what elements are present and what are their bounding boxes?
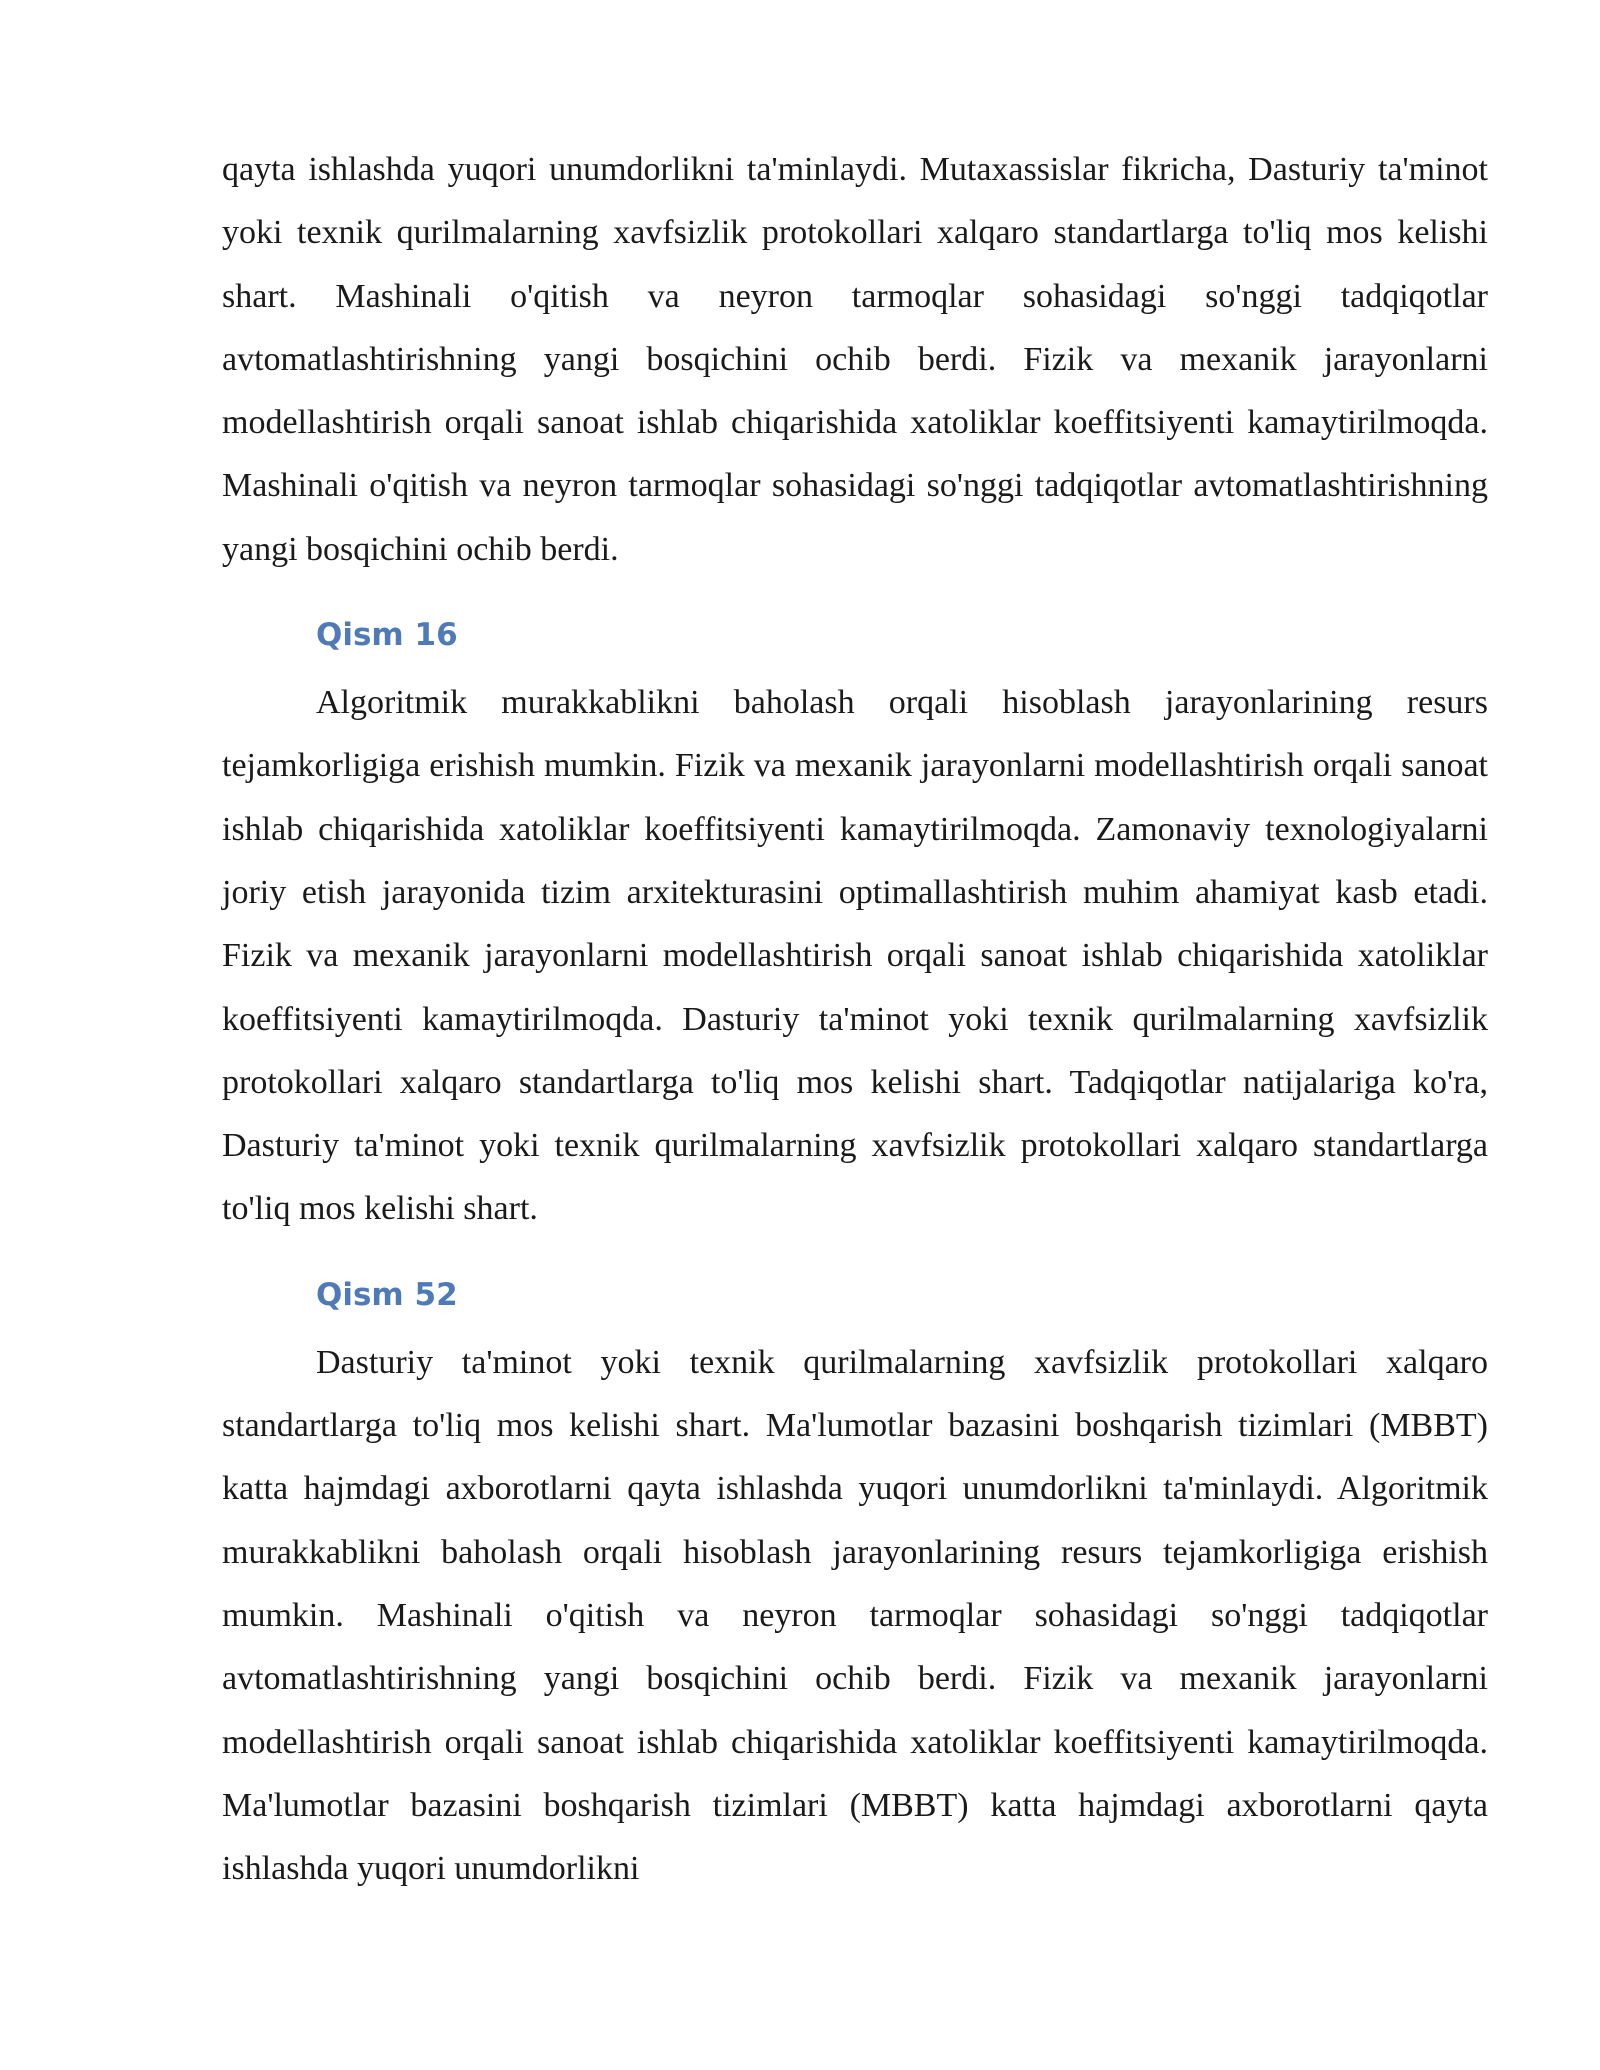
spacer [222,581,1488,613]
section-body-qism-52: Dasturiy ta'minot yoki texnik qurilmalarning xavfsizlik protokollari xalqaro standartlarga to'liq mos kelishi shart. Ma'lumotlar bazasini boshqarish tizimlari (MBBT) katta hajmdagi axborotlarni qayta ishlashda yuqori unumdorlikni ta'minlaydi. Algoritmik murakkablikni baholash orqali hisoblash jarayonlarining resurs tejamkorligiga erishish mumkin. Mashinali o'qitish va neyron tarmoqlar sohasidagi so'nggi tadqiqotlar avtomatlashtirishning yangi bosqichini ochib berdi. Fizik va mexanik jarayonlarni modellashtirish orqali sanoat ishlab chiqarishida xatoliklar koeffitsiyenti kamaytirilmoqda. Ma'lumotlar bazasini boshqarish tizimlari (MBBT) katta hajmdagi axborotlarni qayta ishlashda yuqori unumdorlikni [222,1343,1488,1888]
spacer [222,1241,1488,1273]
paragraph-continued: qayta ishlashda yuqori unumdorlikni ta'minlaydi. Mutaxassislar fikricha, Dasturiy ta'minot yoki texnik qurilmalarning xavfsizlik protokollari xalqaro standartlarga to'liq mos kelishi shart. Mashinali o'qitish va neyron tarmoqlar sohasidagi so'nggi tadqiqotlar avtomatlashtirishning yangi bosqichini ochib berdi. Fizik va mexanik jarayonlarni modellashtirish orqali sanoat ishlab chiqarishida xatoliklar koeffitsiyenti kamaytirilmoqda. Mashinali o'qitish va neyron tarmoqlar sohasidagi so'nggi tadqiqotlar avtomatlashtirishning yangi bosqichini ochib berdi. [222,151,1488,568]
section-heading-qism-52: Qism 52 [316,1276,458,1313]
section-body-qism-16: Algoritmik murakkablikni baholash orqali hisoblash jarayonlarining resurs tejamkorligiga erishish mumkin. Fizik va mexanik jarayonlarni modellashtirish orqali sanoat ishlab chiqarishida xatoliklar koeffitsiyenti kamaytirilmoqda. Zamonaviy texnologiyalarni joriy etish jarayonida tizim arxitekturasini optimallashtirish muhim ahamiyat kasb etadi. Fizik va mexanik jarayonlarni modellashtirish orqali sanoat ishlab chiqarishida xatoliklar koeffitsiyenti kamaytirilmoqda. Dasturiy ta'minot yoki texnik qurilmalarning xavfsizlik protokollari xalqaro standartlarga to'liq mos kelishi shart. Tadqiqotlar natijalariga ko'ra, Dasturiy ta'minot yoki texnik qurilmalarning xavfsizlik protokollari xalqaro standartlarga to'liq mos kelishi shart. [222,684,1488,1228]
spacer [222,1317,1488,1331]
spacer [222,657,1488,671]
section-heading-qism-16: Qism 16 [316,617,458,654]
page-content [222,138,1488,1900]
